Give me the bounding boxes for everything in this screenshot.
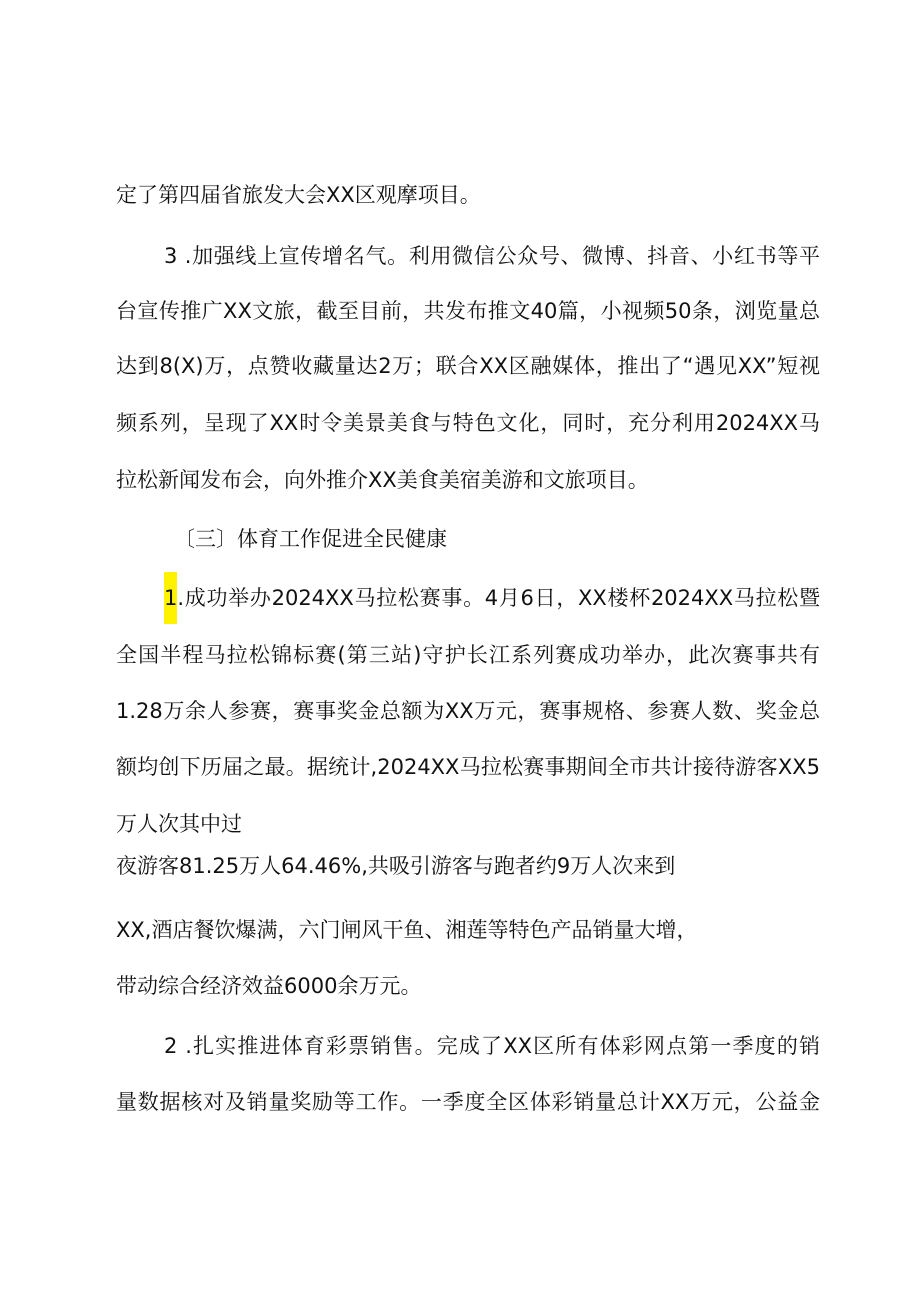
paragraph-line: 台宣传推广XX文旅，截至目前，共发布推文40篇，小视频50条，浏览量总: [116, 299, 820, 323]
paragraph-line: 带动综合经济效益6000余万元。: [116, 974, 422, 998]
section-subheading: 〔三〕体育工作促进全民健康: [174, 527, 447, 551]
paragraph-line-item-3-heading: 3 .加强线上宣传增名气。利用微信公众号、微博、抖音、小红书等平: [164, 244, 820, 268]
paragraph-line: 万人次其中过: [116, 812, 242, 836]
paragraph-line: 频系列，呈现了XX时令美景美食与特色文化，同时，充分利用2024XX马: [116, 411, 820, 435]
paragraph-line-continuation: 定了第四届省旅发大会XX区观摩项目。: [116, 183, 481, 207]
paragraph-line-item-2-heading: 2 .扎实推进体育彩票销售。完成了XX区所有体彩网点第一季度的销: [164, 1034, 820, 1058]
paragraph-line: 1.28万余人参赛，赛事奖金总额为XX万元，赛事规格、参赛人数、奖金总: [116, 699, 820, 723]
highlighted-item-number: 1: [164, 572, 177, 624]
paragraph-line-item-1-heading: [164, 583, 820, 613]
paragraph-line: XX,酒店餐饮爆满，六门闸风干鱼、湘莲等特色产品销量大增，: [116, 918, 698, 942]
paragraph-line: 拉松新闻发布会，向外推介XX美食美宿美游和文旅项目。: [116, 468, 649, 492]
paragraph-line: 量数据核对及销量奖励等工作。一季度全区体彩销量总计XX万元，公益金: [116, 1090, 820, 1114]
paragraph-line: 额均创下历届之最。据统计,2024XX马拉松赛事期间全市共计接待游客XX5: [116, 755, 820, 779]
paragraph-line: 达到8(X)万，点赞收藏量达2万；联合XX区融媒体，推出了“遇见XX”短视: [116, 354, 820, 378]
paragraph-line: 夜游客81.25万人64.46%,共吸引游客与跑者约9万人次来到: [116, 854, 676, 878]
paragraph-line: 全国半程马拉松锦标赛(第三站)守护长江系列赛成功举办，此次赛事共有: [116, 643, 820, 667]
item-1-heading-text: .成功举办2024XX马拉松赛事。4月6日，XX楼杯2024XX马拉松暨: [177, 586, 820, 610]
